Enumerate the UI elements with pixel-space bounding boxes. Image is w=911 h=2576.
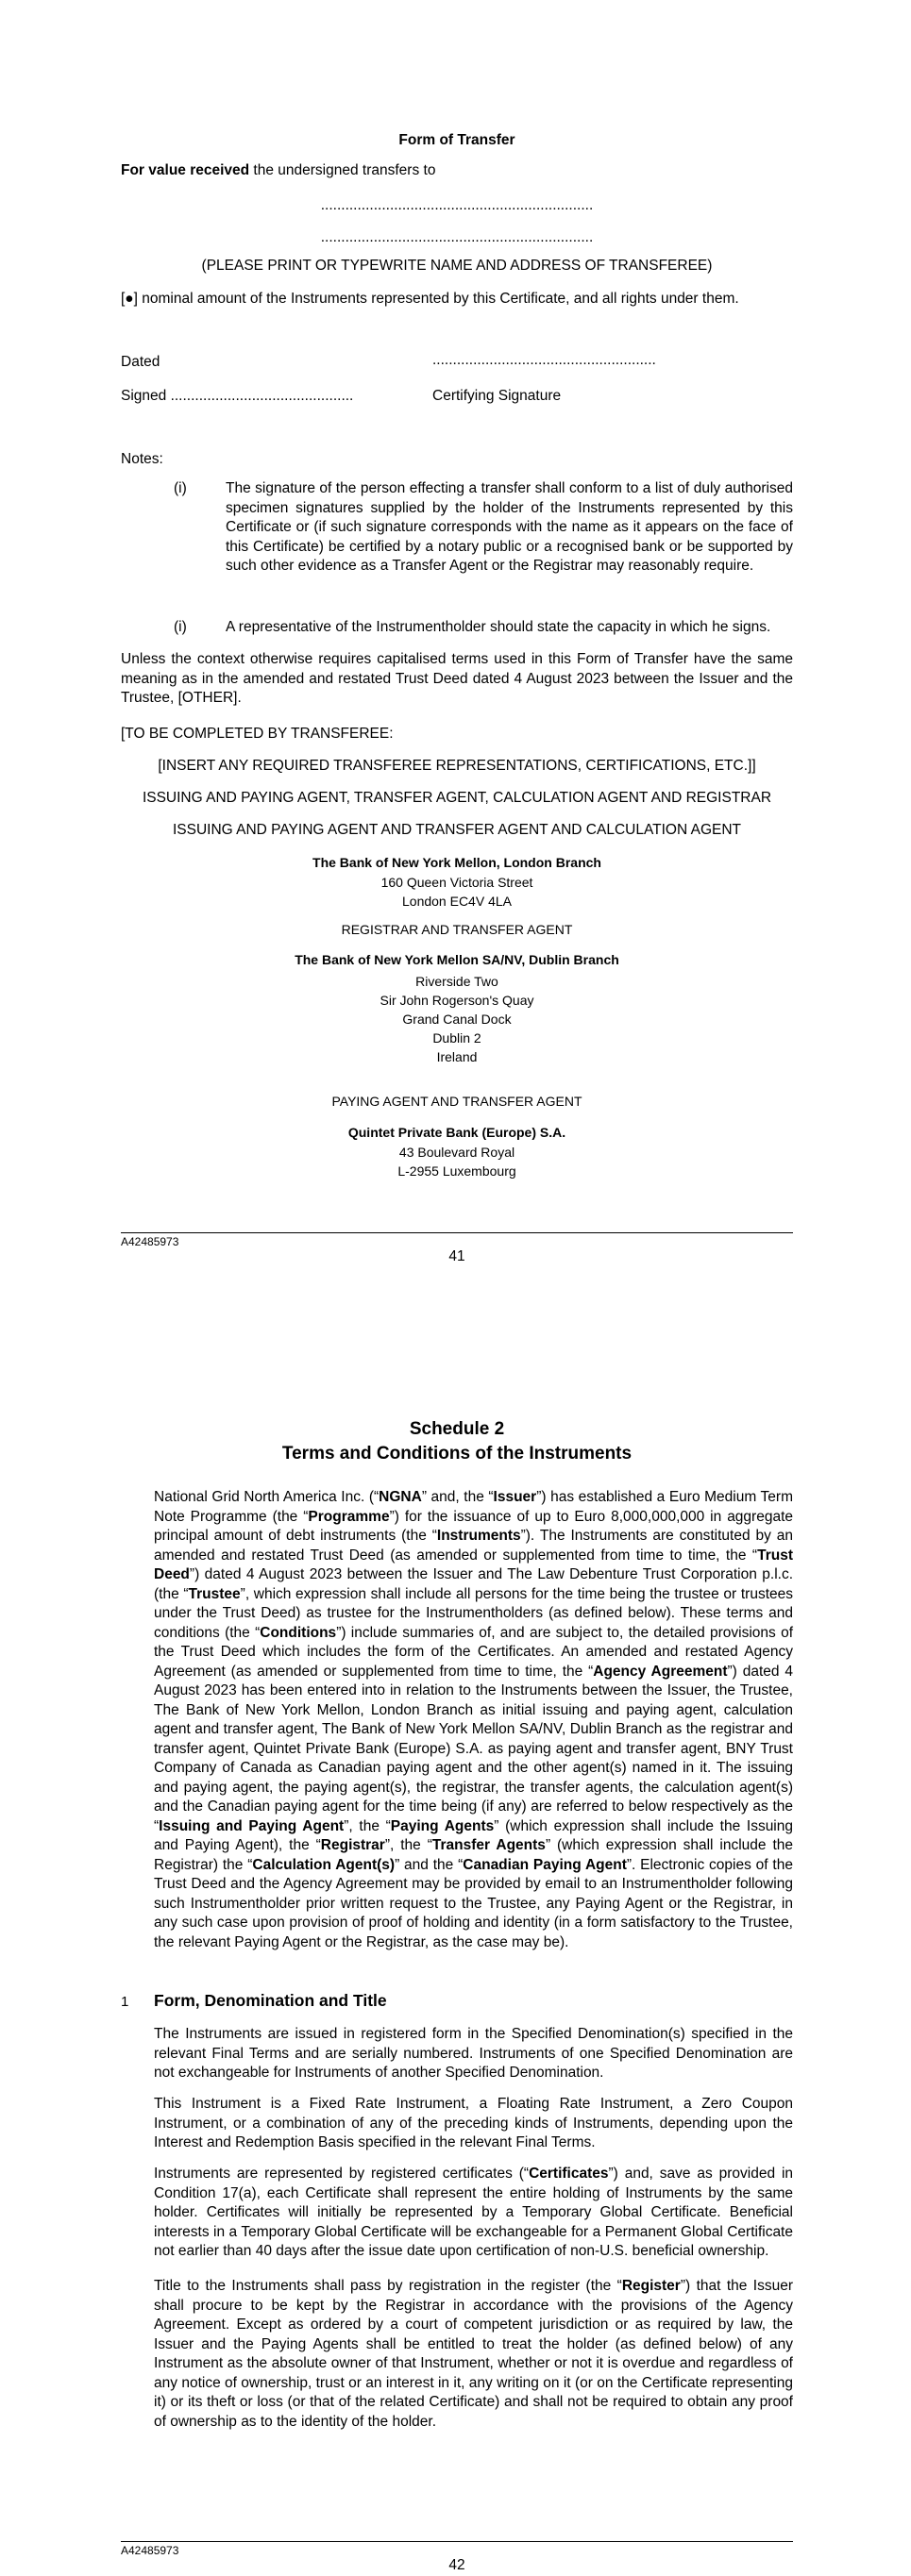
schedule-subtitle: Terms and Conditions of the Instruments <box>281 1444 633 1464</box>
defined-term: Trust Deed <box>154 1547 793 1582</box>
value-received-bold: For value received <box>121 162 250 178</box>
defined-term: Registrar <box>320 1837 385 1853</box>
bny-dublin-name: The Bank of New York Mellon SA/NV, Dublin Branch <box>295 952 619 967</box>
schedule-heading <box>121 1417 793 1466</box>
notes-label: Notes: <box>121 451 163 467</box>
paying-agent-heading: PAYING AGENT AND TRANSFER AGENT <box>331 1094 582 1109</box>
bny-london-name: The Bank of New York Mellon, London Branch <box>312 855 601 870</box>
page-42-footer-divider <box>121 2541 793 2542</box>
unless-context-paragraph: Unless the context otherwise requires capitalised terms used in this Form of Transfer have the same meaning as in the amended and restated Trust Deed dated 4 August 2023 between the Issuer and the Trustee, [OTHER]. <box>121 651 793 706</box>
transferee-dots-line-1: ................................................................... <box>320 197 594 213</box>
bny-dublin-address <box>121 950 793 1066</box>
defined-term: Instruments <box>436 1528 521 1544</box>
insert-required-text: [INSERT ANY REQUIRED TRANSFEREE REPRESENTATIONS, CERTIFICATIONS, ETC.]] <box>158 758 756 774</box>
form-of-transfer-title: Form of Transfer <box>398 132 515 148</box>
defined-term: Issuing and Paying Agent <box>159 1817 345 1834</box>
page-number-42: 42 <box>448 2557 465 2573</box>
note-item <box>174 479 793 577</box>
defined-term: NGNA <box>379 1489 422 1505</box>
address-line: London EC4V 4LA <box>402 893 512 909</box>
defined-term: Trustee <box>188 1585 241 1602</box>
address-line: 43 Boulevard Royal <box>398 1144 515 1160</box>
note-text: The signature of the person effecting a transfer shall conform to a list of duly authorised specimen signatures supplied by the holder of the Instruments represented by this Certificate or (if such signature corresponds with the name as it appears on the face of this Certificate) be certified by a notary public or a recognised bank or be supported by such other evidence as a Transfer Agent or the Registrar may reasonably require. <box>226 480 793 574</box>
address-line: Dublin 2 <box>432 1029 481 1045</box>
signed-label: Signed ............................................. <box>121 388 354 404</box>
address-line: 160 Queen Victoria Street <box>380 874 533 890</box>
issuing-agent-heading: ISSUING AND PAYING AGENT AND TRANSFER AGENT AND CALCULATION AGENT <box>172 822 742 838</box>
note-item <box>174 618 793 638</box>
doc-ref-page-41: A42485973 <box>121 1235 179 1248</box>
defined-term: Issuer <box>493 1489 537 1505</box>
address-line: L-2955 Luxembourg <box>397 1163 516 1179</box>
quintet-name: Quintet Private Bank (Europe) S.A. <box>347 1125 566 1140</box>
defined-term: Paying Agents <box>390 1817 495 1834</box>
defined-term: Certificates <box>529 2166 609 2182</box>
dated-label: Dated <box>121 354 160 370</box>
certifying-signature: Certifying Signature <box>432 388 562 404</box>
page-41-footer-divider <box>121 1232 793 1233</box>
doc-ref-page-42: A42485973 <box>121 2544 179 2557</box>
note-number: (i) <box>174 480 187 496</box>
section-paragraph-1: The Instruments are issued in registered form in the Specified Denomination(s) specified in the relevant Final Terms and are serially numbered. Instruments of one Specified Denomination are not exchangeable for Instruments of another Specified Denomination. <box>154 2026 793 2081</box>
note-text: A representative of the Instrumentholder should state the capacity in which he signs. <box>226 619 771 635</box>
address-line: Grand Canal Dock <box>402 1011 512 1027</box>
section-paragraph-3: Instruments are represented by registered certificates (“Certificates”) and, save as provided in Condition 17(a), each Certificate shall represent the entire holding of Instruments by the same holder. Certificates will initially be represented by a Temporary Global Certificate. Beneficial interests in a Temporary Global Certificate will be exchangeable for a Permanent Global Certificate not earlier than 40 days after the issue date upon certification of non-U.S. beneficial ownership. <box>154 2166 794 2259</box>
value-received-line <box>121 161 793 181</box>
defined-term: Transfer Agents <box>431 1837 546 1853</box>
schedule-title: Schedule 2 <box>409 1419 505 1439</box>
to-be-completed: [TO BE COMPLETED BY TRANSFEREE: <box>121 726 394 742</box>
section-title: Form, Denomination and Title <box>154 1991 387 2010</box>
section-paragraph-4: Title to the Instruments shall pass by registration in the register (the “Register”) that the Issuer shall procure to be kept by the Registrar in accordance with the provisions of the Agency Agreement. Except as ordered by a court of competent jurisdiction or as required by law, the Issuer and the Paying Agents shall be entitled to treat the holder (as defined below) of any Instrument as the absolute owner of that Instrument, whether or not it is overdue and regardless of any notice of ownership, trust or an interest in it, any writing on it (or on the Certificate representing it) or its theft or loss (or that of the related Certificate) and shall not be required to obtain any proof of ownership as to the identity of the holder. <box>154 2278 793 2430</box>
defined-term: Conditions <box>260 1624 337 1641</box>
defined-term: Calculation Agent(s) <box>252 1856 396 1873</box>
bny-london-address <box>121 853 793 911</box>
section-paragraph-2: This Instrument is a Fixed Rate Instrument, a Floating Rate Instrument, a Zero Coupon Instrument, or a combination of any of the preceding kinds of Instruments, depending upon the Interest and Redemption Basis specified in the relevant Final Terms. <box>154 2096 793 2150</box>
section-number: 1 <box>121 1994 129 2010</box>
defined-term: Programme <box>308 1508 390 1525</box>
print-instruction: (PLEASE PRINT OR TYPEWRITE NAME AND ADDRESS OF TRANSFEREE) <box>201 258 713 274</box>
dated-dots: ....................................................... <box>432 352 656 368</box>
address-line: Sir John Rogerson's Quay <box>380 992 534 1008</box>
quintet-address <box>121 1123 793 1180</box>
registrar-heading: REGISTRAR AND TRANSFER AGENT <box>341 922 573 937</box>
address-line: Ireland <box>436 1048 478 1064</box>
transferee-dots-line-2: ................................................................... <box>320 229 594 245</box>
defined-term: Canadian Paying Agent <box>463 1856 627 1873</box>
defined-term: Register <box>621 2278 681 2294</box>
value-received-rest: the undersigned transfers to <box>249 162 436 178</box>
intro-paragraph: National Grid North America Inc. (“NGNA” and, the “Issuer”) has established a Euro Medium Term Note Programme (the “Programme”) for the issuance of up to Euro 8,000,000,000 in aggregate principal amount of debt instruments (the “Instruments”). The Instruments are constituted by an amended and restated Trust Deed (as amended or supplemented from time to time, the “Trust Deed”) dated 4 August 2023 between the Issuer and The Law Debenture Trust Corporation p.l.c. (the “Trustee”, which expression shall include all persons for the time being the trustee or trustees under the Trust Deed) as trustee for the Instrumentholders (as defined below). These terms and conditions (the “Conditions”) include summaries of, and are subject to, the detailed provisions of the Trust Deed which includes the form of the Certificates. An amended and restated Agency Agreement (as amended or supplemented from time to time, the “Agency Agreement”) dated 4 August 2023 has been entered into in relation to the Instruments between the Issuer, the Trustee, The Bank of New York Mellon, London Branch as initial issuing and paying agent, calculation agent and transfer agent, The Bank of New York Mellon SA/NV, Dublin Branch as the registrar and transfer agent, Quintet Private Bank (Europe) S.A. as paying agent and transfer agent, BNY Trust Company of Canada as Canadian paying agent and the other agent(s) named in it. The issuing and paying agent, the paying agent(s), the registrar, the transfer agents, the calculation agent(s) and the Canadian paying agent for the time being (if any) are referred to below respectively as the “Issuing and Paying Agent”, the “Paying Agents” (which expression shall include the Issuing and Paying Agent), the “Registrar”, the “Transfer Agents” (which expression shall include the Registrar) the “Calculation Agent(s)” and the “Canadian Paying Agent”. Electronic copies of the Trust Deed and the Agency Agreement may be provided by email to an Instrumentholder following such Instrumentholder prior written request to the Trustee, any Paying Agent or the Registrar, in any such case upon provision of proof of holding and identity (in a form satisfactory to the Trustee, the relevant Paying Agent or the Registrar, as the case may be). <box>154 1489 794 1950</box>
note-number: (i) <box>174 619 187 635</box>
nominal-amount-text: [●] nominal amount of the Instruments represented by this Certificate, and all rights under them. <box>121 291 739 307</box>
defined-term: Agency Agreement <box>593 1663 728 1680</box>
page-number-41: 41 <box>448 1248 465 1264</box>
address-line: Riverside Two <box>415 973 498 989</box>
agents-heading: ISSUING AND PAYING AGENT, TRANSFER AGENT, CALCULATION AGENT AND REGISTRAR <box>142 790 772 806</box>
